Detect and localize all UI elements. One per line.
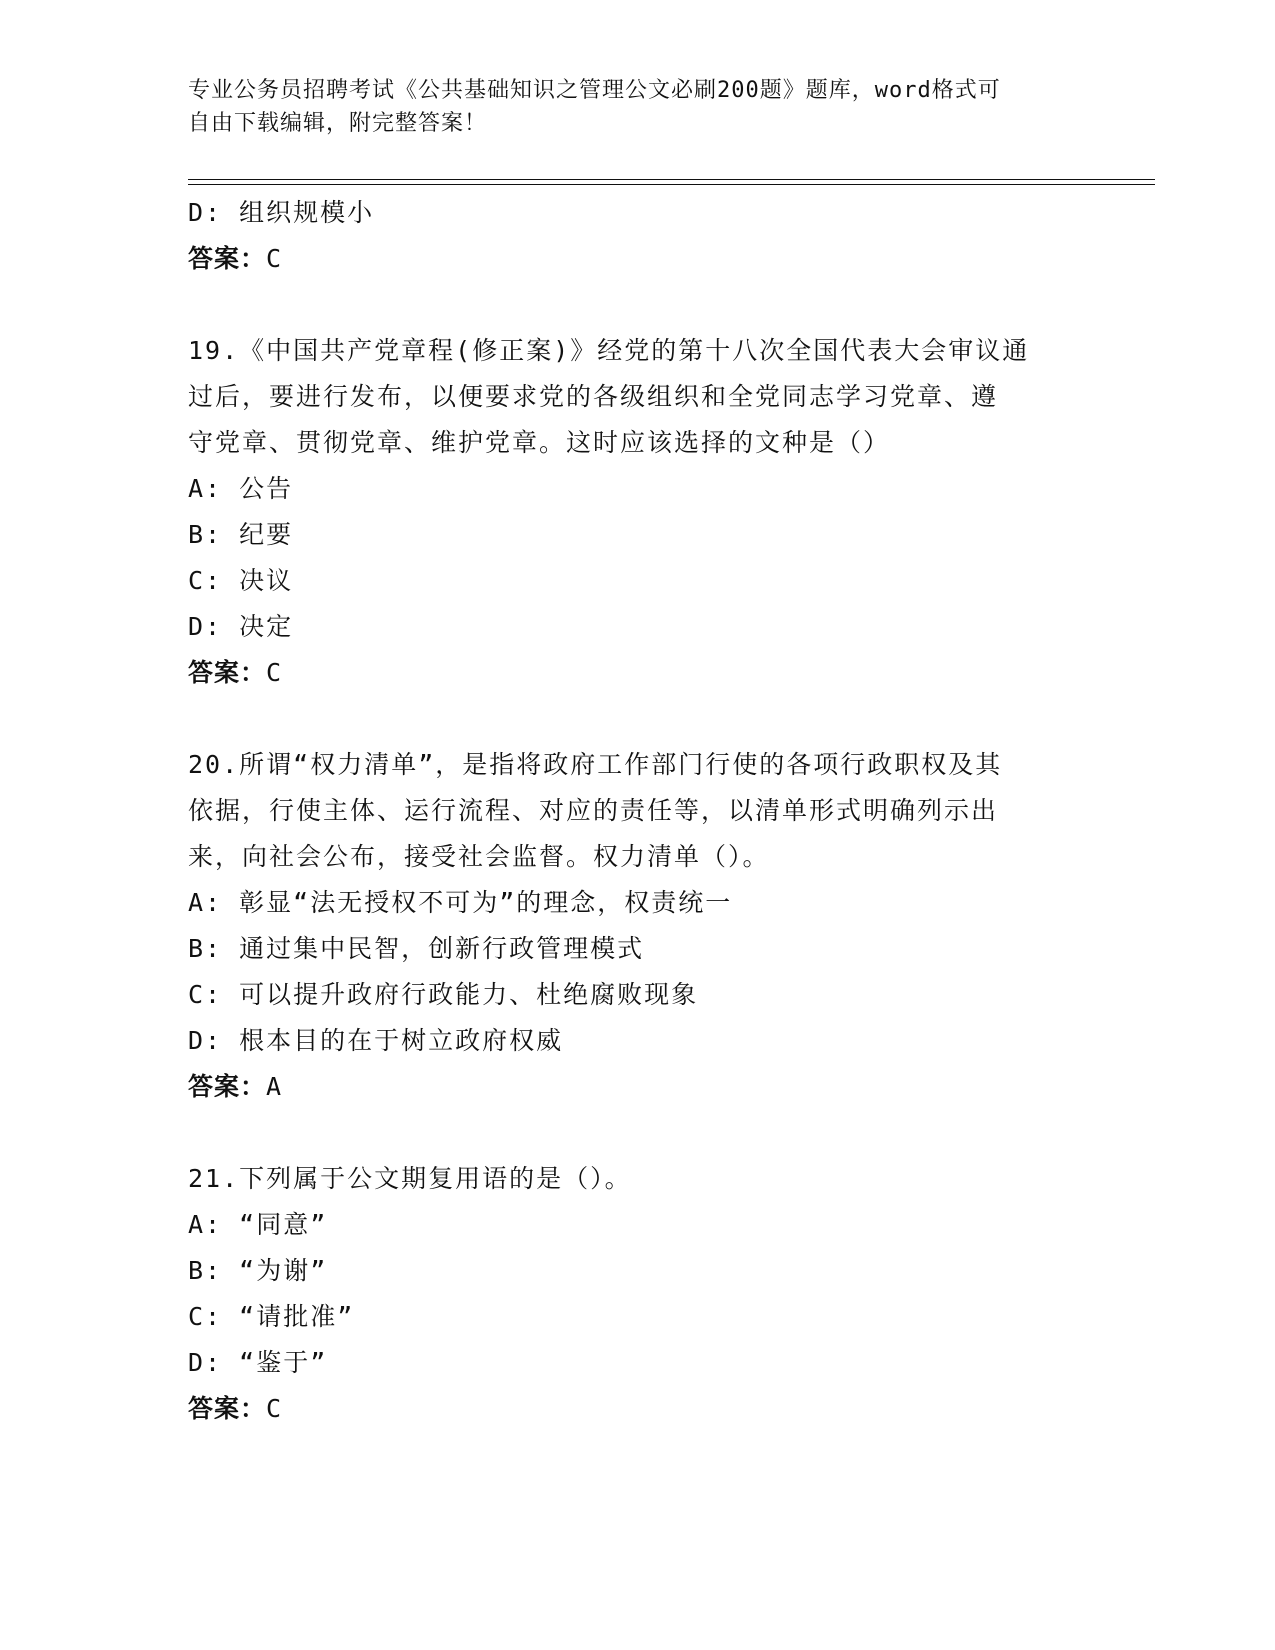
option-a: A: “同意” (188, 1210, 328, 1239)
option-a: A: 公告 (188, 474, 294, 503)
answer-label: 答案： (188, 658, 267, 687)
question-19 (188, 328, 1088, 696)
document-header (188, 74, 1068, 140)
answer-line (188, 1064, 1088, 1110)
answer-label: 答案： (188, 244, 267, 273)
option-d: D: 决定 (188, 612, 294, 641)
answer-value: A (266, 1072, 283, 1101)
question-stem-line: 依据，行使主体、运行流程、对应的责任等，以清单形式明确列示出 (188, 796, 999, 825)
option-d: D: 组织规模小 (188, 198, 375, 227)
option-b: B: “为谢” (188, 1256, 328, 1285)
question-18-tail (188, 190, 1088, 282)
option-d: D: “鉴于” (188, 1348, 328, 1377)
option-b: B: 通过集中民智，创新行政管理模式 (188, 934, 645, 963)
answer-value: C (266, 1394, 283, 1423)
header-divider-top (188, 179, 1155, 180)
question-stem-line: 19.《中国共产党章程(修正案)》经党的第十八次全国代表大会审议通 (188, 336, 1030, 365)
option-b: B: 纪要 (188, 520, 294, 549)
option-c: C: “请批准” (188, 1302, 355, 1331)
question-21 (188, 1156, 1088, 1432)
header-line-1: 专业公务员招聘考试《公共基础知识之管理公文必刷200题》题库，word格式可 (188, 78, 1001, 103)
answer-line (188, 650, 1088, 696)
option-c: C: 决议 (188, 566, 294, 595)
answer-label: 答案： (188, 1394, 267, 1423)
document-body (188, 190, 1088, 1478)
answer-label: 答案： (188, 1072, 267, 1101)
option-d: D: 根本目的在于树立政府权威 (188, 1026, 564, 1055)
option-a: A: 彰显“法无授权不可为”的理念，权责统一 (188, 888, 733, 917)
question-stem-line: 来，向社会公布，接受社会监督。权力清单（）。 (188, 842, 770, 871)
header-divider-bottom (188, 184, 1155, 185)
answer-value: C (266, 244, 283, 273)
question-20 (188, 742, 1088, 1110)
answer-line (188, 236, 1088, 282)
answer-value: C (266, 658, 283, 687)
option-c: C: 可以提升政府行政能力、杜绝腐败现象 (188, 980, 699, 1009)
question-stem-line: 守党章、贯彻党章、维护党章。这时应该选择的文种是（） (188, 428, 891, 457)
question-stem-line: 20.所谓“权力清单”，是指将政府工作部门行使的各项行政职权及其 (188, 750, 1003, 779)
question-stem-line: 过后，要进行发布，以便要求党的各级组织和全党同志学习党章、遵 (188, 382, 999, 411)
header-line-2: 自由下载编辑，附完整答案！ (188, 111, 488, 136)
question-stem-line: 21.下列属于公文期复用语的是（）。 (188, 1164, 632, 1193)
answer-line (188, 1386, 1088, 1432)
